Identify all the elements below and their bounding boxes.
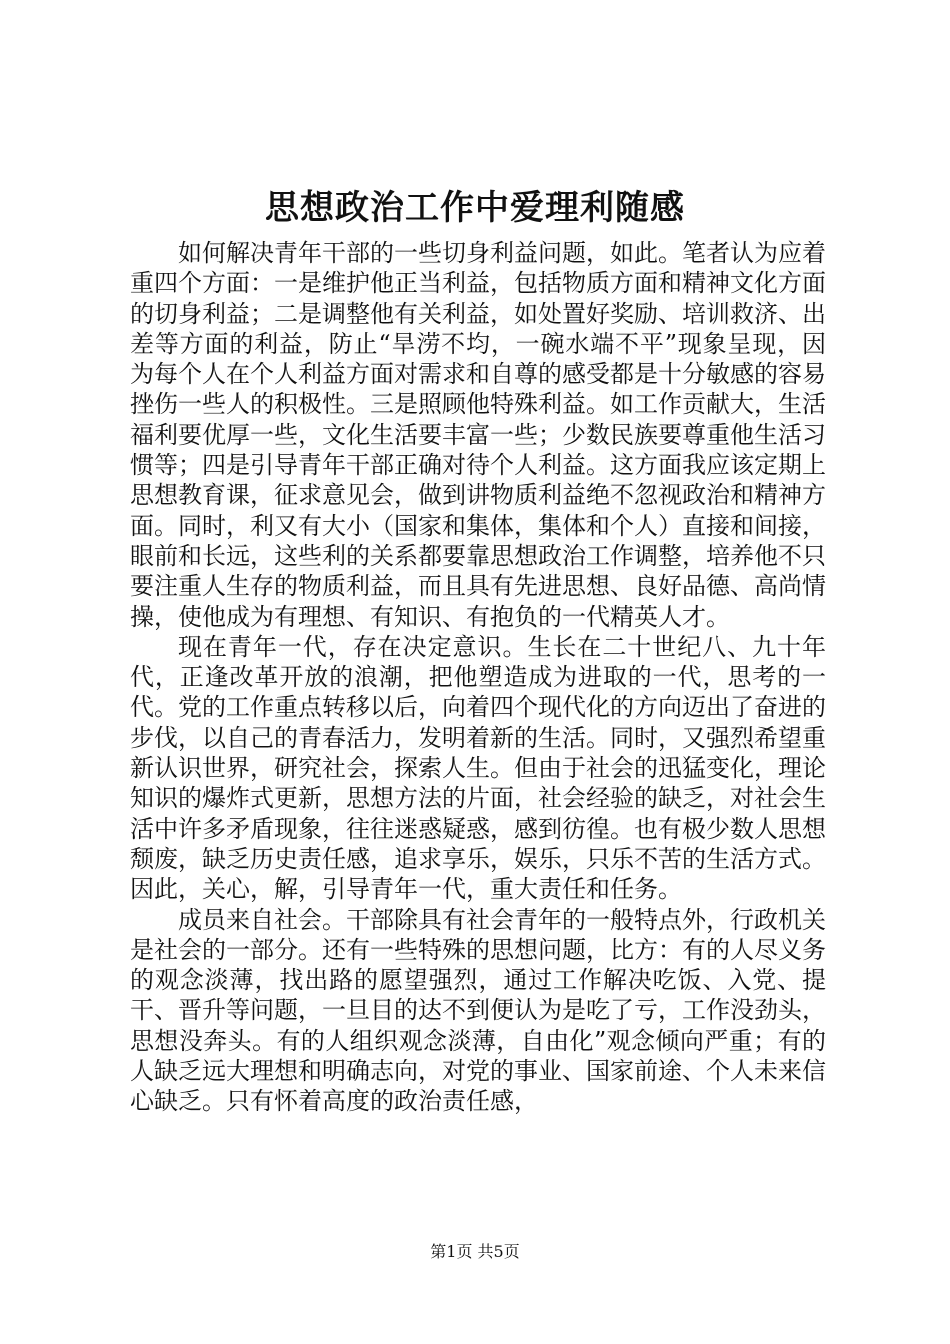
document-title: 思想政治工作中爱理利随感 [265, 188, 685, 228]
document-body [130, 238, 826, 1117]
paragraph-3: 成员来自社会。干部除具有社会青年的一般特点外，行政机关是社会的一部分。还有一些特殊的思想问题，比方：有的人尽义务的观念淡薄，找出路的愿望强烈，通过工作解决吃饭、入党、提干、晋升等问题，一旦目的达不到便认为是吃了亏，工作没劲头，思想没奔头。有的人组织观念淡薄，自由化”观念倾向严重；有的人缺乏远大理想和明确志向，对党的事业、国家前途、个人未来信心缺乏。只有怀着高度的政治责任感， [130, 905, 826, 1116]
paragraph-2: 现在青年一代，存在决定意识。生长在二十世纪八、九十年代，正逢改革开放的浪潮，把他塑造成为进取的一代，思考的一代。党的工作重点转移以后，向着四个现代化的方向迈出了奋进的步伐，以自己的青春活力，发明着新的生活。同时，又强烈希望重新认识世界，研究社会，探索人生。但由于社会的迅猛变化，理论知识的爆炸式更新，思想方法的片面，社会经验的缺乏，对社会生活中许多矛盾现象，往往迷惑疑惑，感到彷徨。也有极少数人思想颓废，缺乏历史责任感，追求享乐，娱乐，只乐不苦的生活方式。因此，关心，解，引导青年一代，重大责任和任务。 [130, 632, 826, 904]
page-footer: 第1页 共5页 [430, 1242, 520, 1261]
paragraph-1: 如何解决青年干部的一些切身利益问题，如此。笔者认为应着重四个方面：一是维护他正当利益，包括物质方面和精神文化方面的切身利益；二是调整他有关利益，如处置好奖励、培训救济、出差等方面的利益，防止“旱涝不均，一碗水端不平”现象呈现，因为每个人在个人利益方面对需求和自尊的感受都是十分敏感的容易挫伤一些人的积极性。三是照顾他特殊利益。如工作贡献大，生活福利要优厚一些，文化生活要丰富一些；少数民族要尊重他生活习惯等；四是引导青年干部正确对待个人利益。这方面我应该定期上思想教育课，征求意见会，做到讲物质利益绝不忽视政治和精神方面。同时，利又有大小（国家和集体，集体和个人）直接和间接，眼前和长远，这些利的关系都要靠思想政治工作调整，培养他不只要注重人生存的物质利益，而且具有先进思想、良好品德、高尚情操，使他成为有理想、有知识、有抱负的一代精英人才。 [130, 239, 826, 631]
